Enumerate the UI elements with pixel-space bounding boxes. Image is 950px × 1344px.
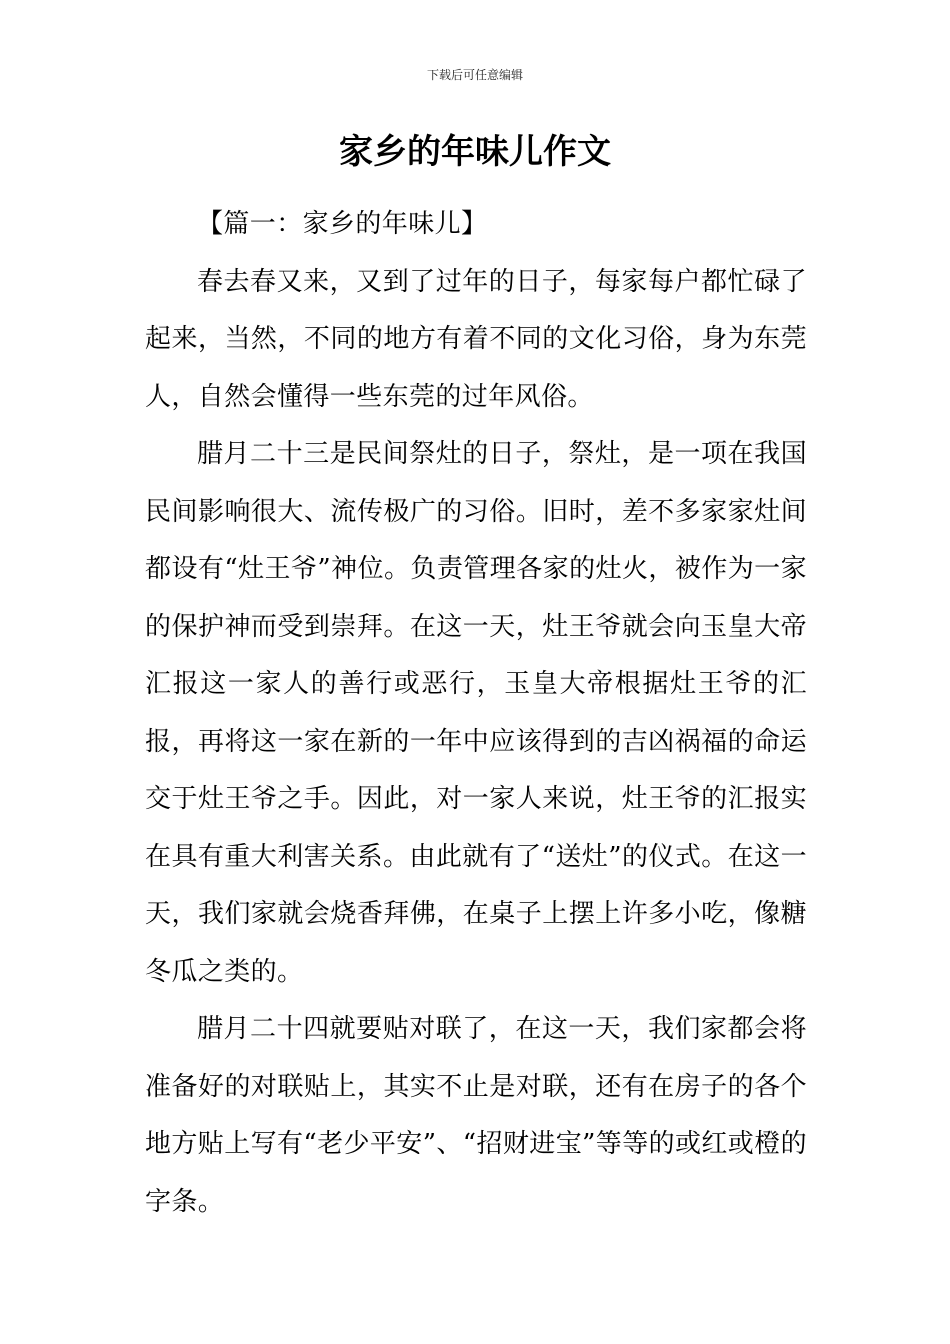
paragraph: 腊月二十三是民间祭灶的日子，祭灶，是一项在我国民间影响很大、流传极广的习俗。旧时，差不多家家灶间都设有“灶王爷”神位。负责管理各家的灶火，被作为一家的保护神而受到崇拜。在这一天，灶王爷就会向玉皇大帝汇报这一家人的善行或恶行，玉皇大帝根据灶王爷的汇报，再将这一家在新的一年中应该得到的吉凶祸福的命运交于灶王爷之手。因此，对一家人来说，灶王爷的汇报实在具有重大利害关系。由此就有了“送灶”的仪式。在这一天，我们家就会烧香拜佛，在桌子上摆上许多小吃，像糖冬瓜之类的。 [145,439,807,987]
paragraph: 腊月二十四就要贴对联了，在这一天，我们家都会将准备好的对联贴上，其实不止是对联，还有在房子的各个地方贴上写有“老少平安”、“招财进宝”等等的或红或橙的字条。 [145,1014,807,1217]
header-note: 下载后可任意编辑 [426,68,523,82]
paragraph: 春去春又来，又到了过年的日子，每家每户都忙碌了起来，当然，不同的地方有着不同的文化习俗，身为东莞人，自然会懂得一些东莞的过年风俗。 [145,266,807,412]
document-title: 家乡的年味儿作文 [339,132,611,172]
document-body [145,196,807,1231]
section-heading: 【篇一：家乡的年味儿】 [197,209,488,239]
